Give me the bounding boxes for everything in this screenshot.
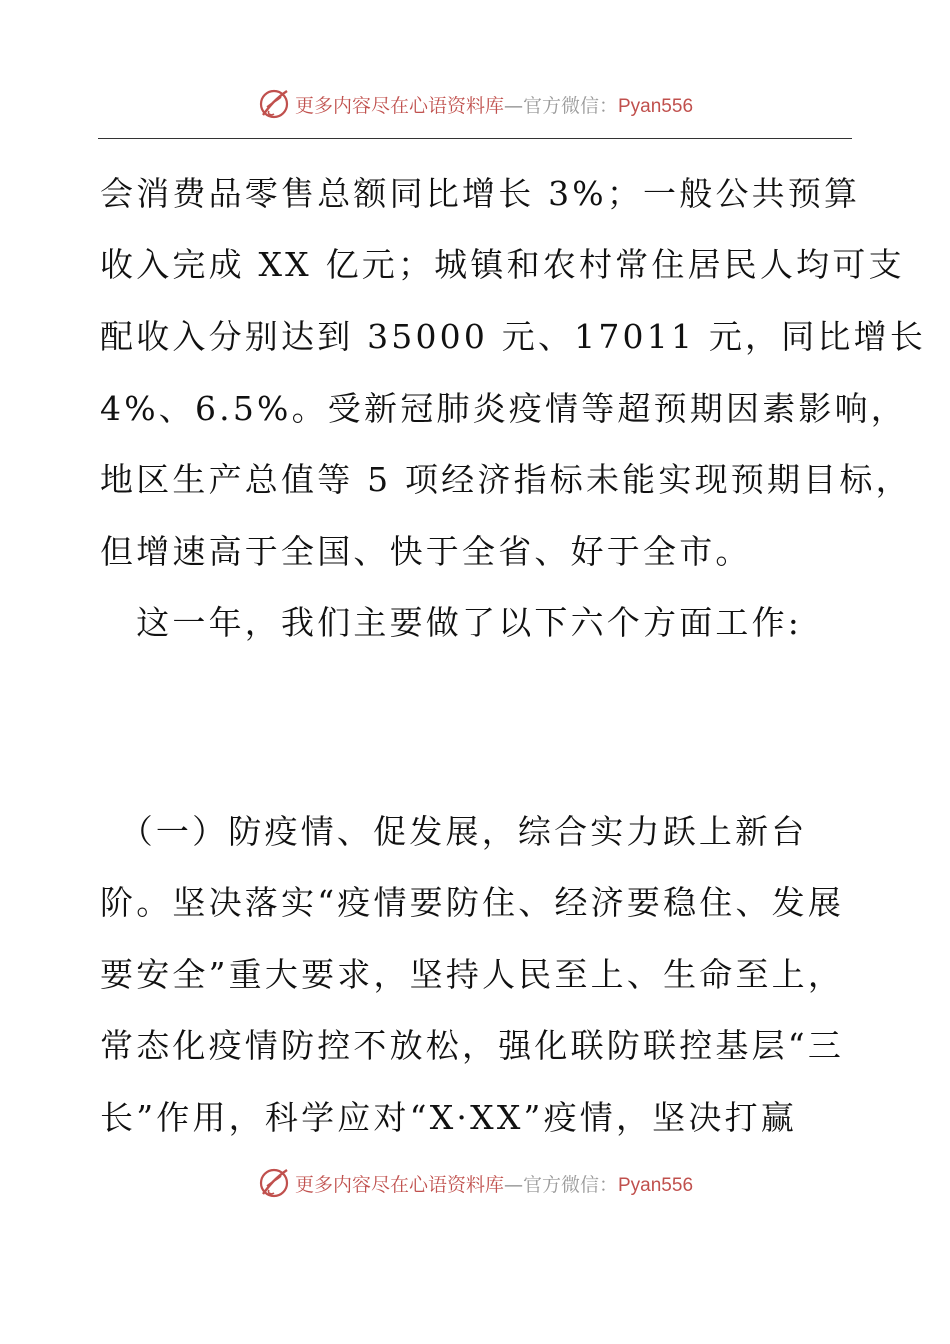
body-line: 长”作用，科学应对“X·XX”疫情，坚决打赢 [100, 1098, 797, 1137]
watermark-text: 更多内容尽在心语资料库—官方微信：Pyan556 [294, 94, 694, 117]
section-heading-line: （一）防疫情、促发展，综合实力跃上新台 [100, 812, 808, 851]
body-line: 收入完成 XX 亿元；城镇和农村常住居民人均可支 [100, 245, 905, 284]
header-rule [98, 138, 852, 139]
body-line: 4%、6.5%。受新冠肺炎疫情等超预期因素影响， [100, 389, 907, 428]
body-line: 常态化疫情防控不放松，强化联防联控基层“三 [100, 1026, 845, 1065]
footer-watermark [0, 1163, 950, 1203]
header-watermark [0, 84, 950, 124]
body-line: 这一年，我们主要做了以下六个方面工作: [100, 603, 803, 642]
body-line: 但增速高于全国、快于全省、好于全市。 [100, 532, 752, 571]
quill-seal-icon [257, 87, 291, 121]
body-line: 配收入分别达到 35000 元、17011 元，同比增长 [100, 317, 927, 356]
body-line: 要安全”重大要求，坚持人民至上、生命至上， [100, 955, 845, 994]
watermark-text: 更多内容尽在心语资料库—官方微信：Pyan556 [294, 1173, 694, 1196]
body-line: 阶。坚决落实“疫情要防住、经济要稳住、发展 [100, 883, 845, 922]
quill-seal-icon [257, 1166, 291, 1200]
body-line: 地区生产总值等 5 项经济指标未能实现预期目标， [100, 460, 912, 499]
body-line: 会消费品零售总额同比增长 3%；一般公共预算 [100, 174, 861, 213]
